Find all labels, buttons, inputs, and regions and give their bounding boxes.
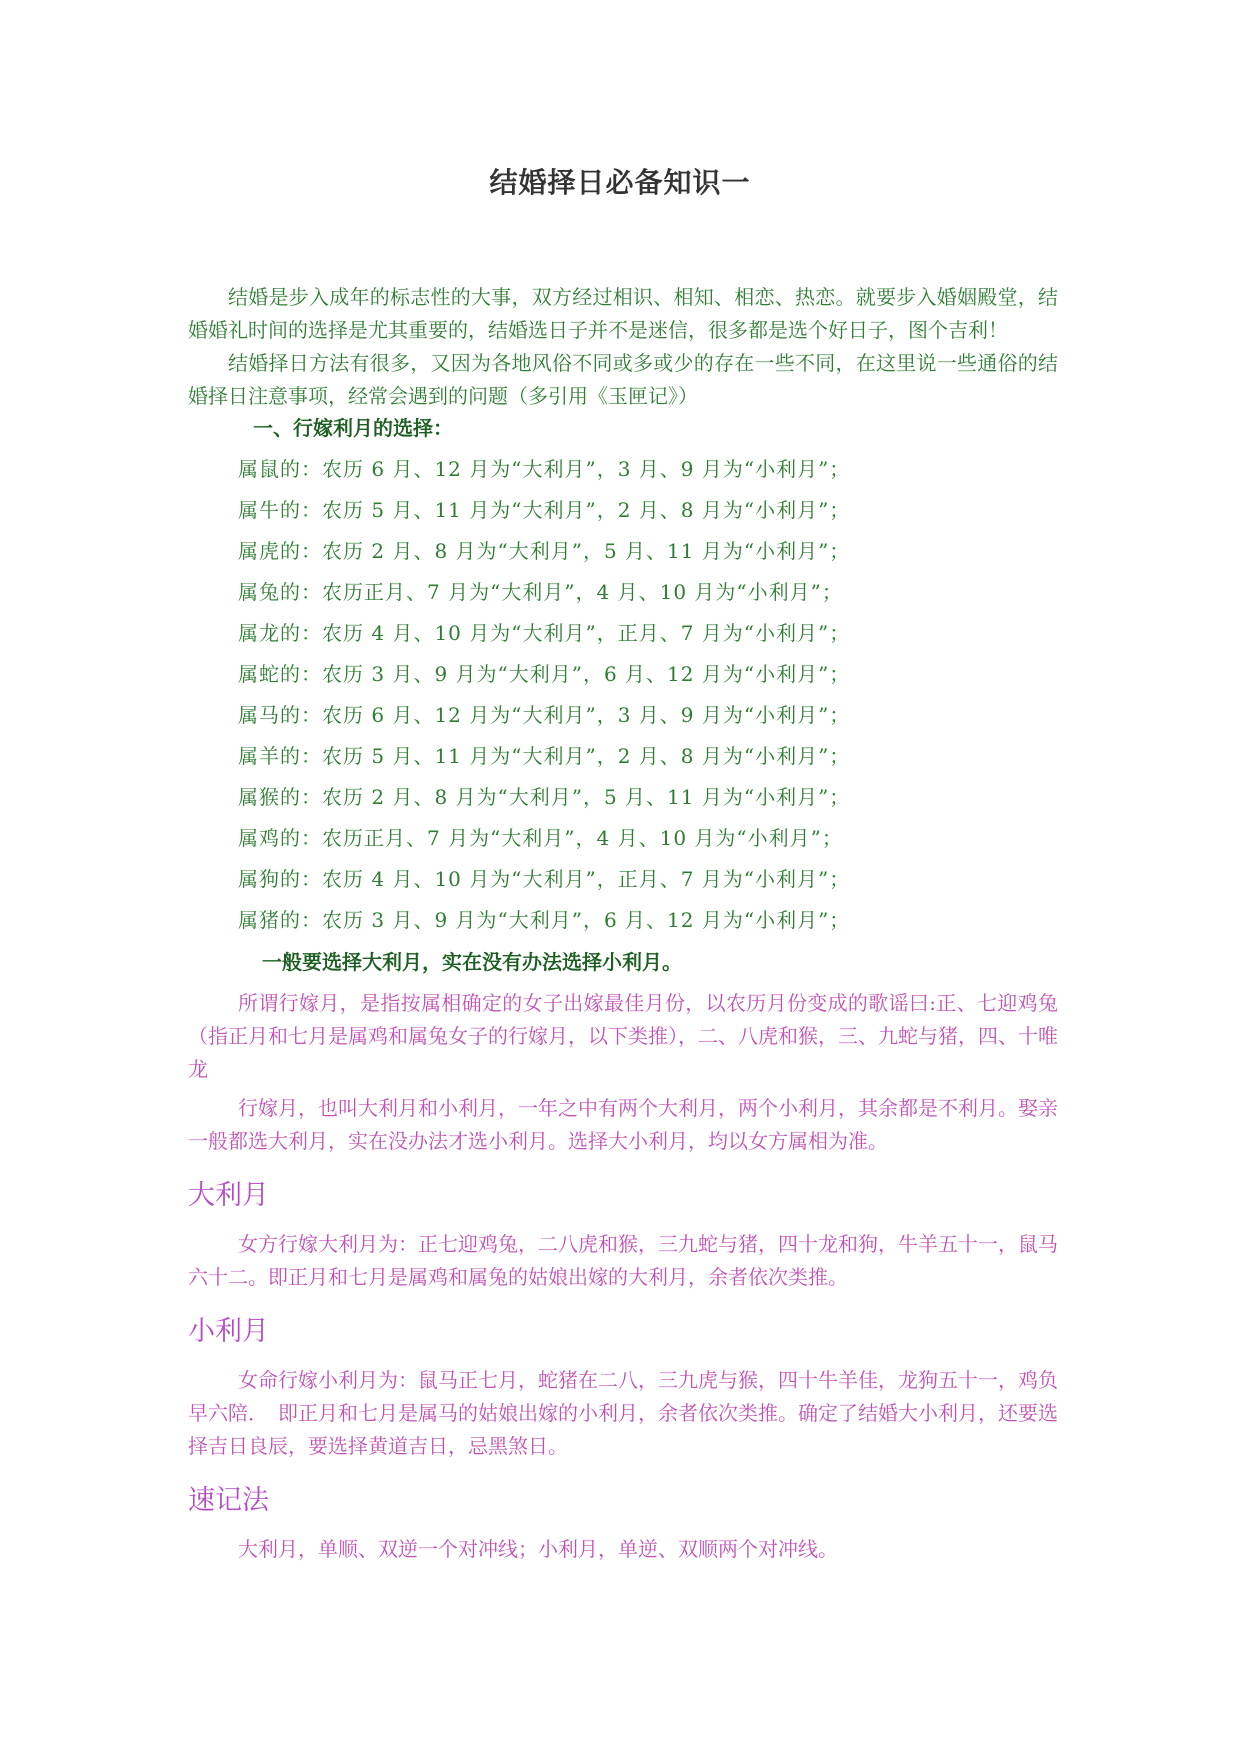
page-title: 结婚择日必备知识一 <box>489 166 751 199</box>
big-month-heading: 大利月 <box>188 1180 269 1211</box>
zodiac-row-horse: 属马的：农历 6 月、12 月为“大利月”，3 月、9 月为“小利月”； <box>238 703 851 727</box>
intro-paragraph-1: 结婚是步入成年的标志性的大事，双方经过相识、相知、相恋、热恋。就要步入婚姻殿堂，结婚婚礼时间的选择是尤其重要的，结婚选日子并不是迷信，很多都是选个好日子，图个吉利！ <box>188 285 1058 342</box>
document-body <box>188 281 1058 1572</box>
explain-paragraph-1: 所谓行嫁月，是指按属相确定的女子出嫁最佳月份，以农历月份变成的歌谣曰:正、七迎鸡兔（指正月和七月是属鸡和属兔女子的行嫁月，以下类推），二、八虎和猴，三、九蛇与猪，四、十唯龙 <box>188 991 1058 1081</box>
explain-paragraph-2: 行嫁月，也叫大利月和小利月，一年之中有两个大利月，两个小利月，其余都是不利月。娶亲一般都选大利月，实在没办法才选小利月。选择大小利月，均以女方属相为准。 <box>188 1096 1058 1153</box>
zodiac-row-pig: 属猪的：农历 3 月、9 月为“大利月”，6 月、12 月为“小利月”； <box>238 908 851 932</box>
small-month-paragraph: 女命行嫁小利月为：鼠马正七月，蛇猪在二八，三九虎与猴，四十牛羊佳，龙狗五十一，鸡负早六陪． 即正月和七月是属马的姑娘出嫁的小利月，余者依次类推。确定了结婚大小利月，还要选择吉日良辰，要选择黄道吉日，忌黑煞日。 <box>188 1368 1058 1458</box>
zodiac-row-tiger: 属虎的：农历 2 月、8 月为“大利月”，5 月、11 月为“小利月”； <box>238 539 851 563</box>
section-heading-marriage-months: 一、行嫁利月的选择： <box>253 416 453 440</box>
intro-paragraph-2: 结婚择日方法有很多，又因为各地风俗不同或多或少的存在一些不同，在这里说一些通俗的结婚择日注意事项，经常会遇到的问题（多引用《玉匣记》） <box>188 351 1058 408</box>
zodiac-row-rabbit: 属兔的：农历正月、7 月为“大利月”，4 月、10 月为“小利月”； <box>238 580 843 604</box>
zodiac-row-goat: 属羊的：农历 5 月、11 月为“大利月”，2 月、8 月为“小利月”； <box>238 744 851 768</box>
zodiac-row-ox: 属牛的：农历 5 月、11 月为“大利月”，2 月、8 月为“小利月”； <box>238 498 851 522</box>
section-note: 一般要选择大利月，实在没有办法选择小利月。 <box>262 950 682 974</box>
zodiac-row-monkey: 属猴的：农历 2 月、8 月为“大利月”，5 月、11 月为“小利月”； <box>238 785 851 809</box>
zodiac-row-rat: 属鼠的：农历 6 月、12 月为“大利月”，3 月、9 月为“小利月”； <box>238 457 851 481</box>
zodiac-month-list <box>188 449 1058 941</box>
mnemonic-heading: 速记法 <box>188 1485 269 1516</box>
zodiac-row-snake: 属蛇的：农历 3 月、9 月为“大利月”，6 月、12 月为“小利月”； <box>238 662 851 686</box>
zodiac-row-dragon: 属龙的：农历 4 月、10 月为“大利月”，正月、7 月为“小利月”； <box>238 621 851 645</box>
zodiac-row-rooster: 属鸡的：农历正月、7 月为“大利月”，4 月、10 月为“小利月”； <box>238 826 843 850</box>
mnemonic-paragraph: 大利月，单顺、双逆一个对冲线；小利月，单逆、双顺两个对冲线。 <box>238 1537 838 1561</box>
small-month-heading: 小利月 <box>188 1316 269 1347</box>
big-month-paragraph: 女方行嫁大利月为：正七迎鸡兔，二八虎和猴，三九蛇与猪，四十龙和狗，牛羊五十一，鼠马六十二。即正月和七月是属鸡和属兔的姑娘出嫁的大利月，余者依次类推。 <box>188 1232 1058 1289</box>
zodiac-row-dog: 属狗的：农历 4 月、10 月为“大利月”，正月、7 月为“小利月”； <box>238 867 851 891</box>
